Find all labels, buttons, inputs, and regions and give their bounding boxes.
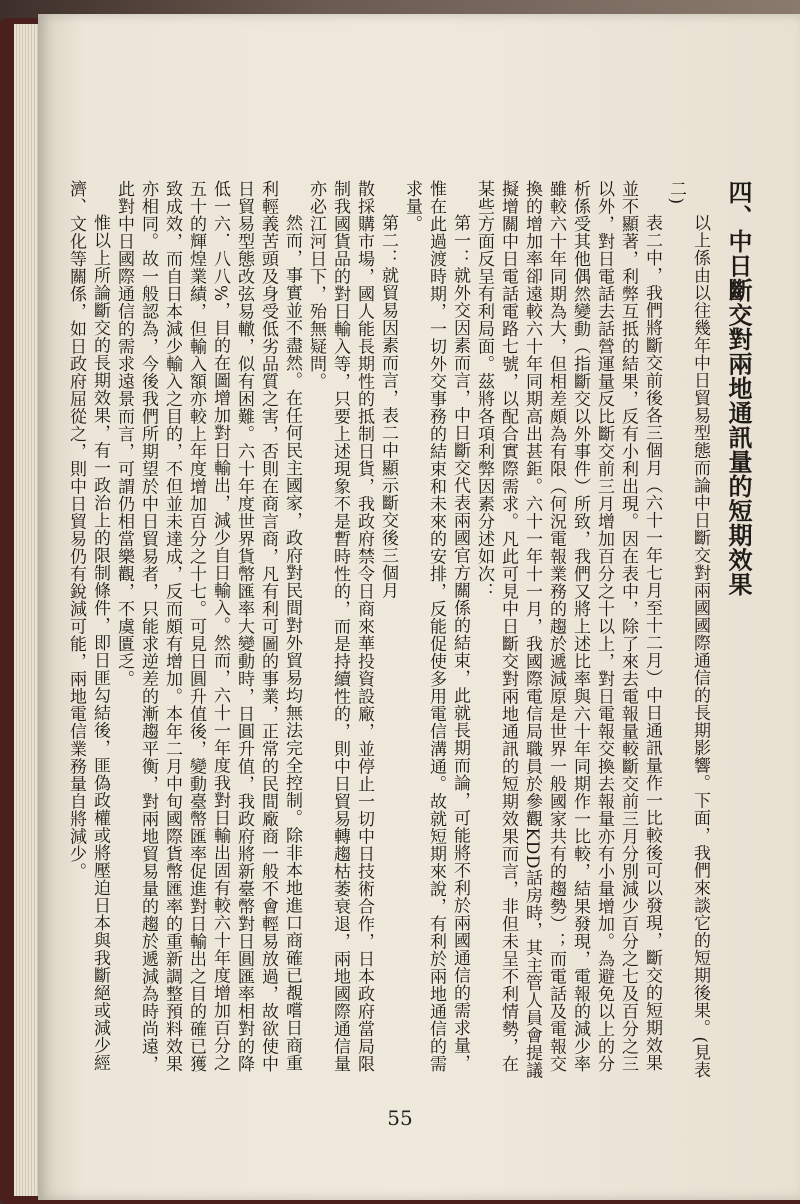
paragraph: 惟以上所論斷交的長期效果，有一政治上的限制條件，即日匪勾結後，匪偽政權或將壓迫日本與我斷絕或減少經濟、文化等關係，如日政府屈從之，則中日貿易仍有銳減可能，兩地電信業務量自將減少。 xyxy=(66,180,110,1072)
paragraph: 第一：就外交因素而言，中日斷交代表兩國官方關係的結束，此就長期而論，可能將不利於兩國通信的需求量，惟在此過渡時期，一切外交事務的結束和未來的安排，反能促使多用電信溝通。故就短期來說，有利於兩地通信的需求量。 xyxy=(402,180,470,1073)
paragraph: 散採購市場，國人能長期性的抵制日貨，我政府禁令日商來華投資設廠，並停止一切中日技術合作，日本政府當局限制我國貨品的對日輸入等，只要上述現象不是暫時性的，而是持續性的，則中日貿易轉趨枯萎衰退，兩地國際通信量亦必江河日下，殆無疑問。 xyxy=(306,180,374,1073)
paragraph: 第二：就貿易因素而言，表二中顯示斷交後三個月 xyxy=(378,214,398,599)
section-title: 四、中日斷交對兩地通訊量的短期效果 xyxy=(724,180,752,597)
paragraph: 表二中，我們將斷交前後各三個月（六十一年七月至十二月）中日通訊量作一比較後可以發現，斷交的短期效果並不顯著，利弊互抵的結果，反有小利出現。因在表中，除了來去電報量較斷交前三月分別減少百分之七及百分之三以外，對日電話去話營運量反比斷交前三月增加百分之十以上，對日電報交換去報量亦有小量增加。為避免以上的分析係受其他偶然變動（指斷交以外事件）所致，我們又將上述比率與六十年同期作一比較，結果發現，電報的減少率雖較六十年同期為大，但相差頗為有限（何況電報業務的趨於遞減原是世界一般國家共有的趨勢）；而電話及電報交換的增加率卻遠較六十年同期高出甚鉅。六十一年十一月，我國際電信局職員於參觀KDD話房時，其主管人員會提議擬增關中日電話電路七號，以配合實際需求。凡此可見中日斷交對兩地通訊的短期效果而言，非但未呈不利情勢，在某些方面反呈有利局面。茲將各項利弊因素分述如次： xyxy=(474,180,662,1079)
paragraph: 然而，事實並不盡然。在任何民主國家，政府對民間對外貿易均無法完全控制。除非本地進口商確已覩嚐日商重利輕義苦頭及身受低劣品質之害，否則在商言商，凡有利可圖的事業，正常的民間廠商一般不會輕易放過，故欲使中日貿易型態改弦易轍，似有困難。六十年度世界貨幣匯率大變動時，日圓升值，我政府將新臺幣對日圓匯率相對的降低一六．八八%，目的在圖增加對日輸出，減少自日輸入。然而，六十一年度我對日輸出固有較六十年度增加百分之五十的輝煌業績，但輸入額亦較上年度增加百分之十七。可見日圓升值後，變動臺幣匯率促進對日輸出之目的確已獲致成效，而自日本減少輸入之目的，不但並未達成，反而頗有增加。本年二月中旬國際貨幣匯率的重新調整預料效果亦相同。故一般認為，今後我們所期望於中日貿易者，只能求逆差的漸趨平衡，對兩地貿易量的趨於遞減為時尚遠，此對中日國際通信的需求遠景而言，可謂仍相當樂觀，不虞匱乏。 xyxy=(114,180,302,1073)
page-number: 55 xyxy=(387,1106,413,1130)
paragraph: 以上係由以往幾年中日貿易型態而論中日斷交對兩國國際通信的長期影響。下面，我們來談它的短期後果。(見表二) xyxy=(666,180,710,1079)
page-text xyxy=(66,180,752,1080)
